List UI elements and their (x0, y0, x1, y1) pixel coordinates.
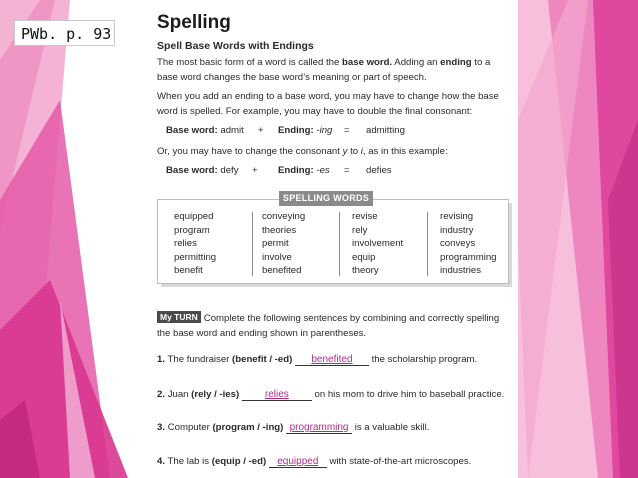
my-turn-instructions (157, 311, 502, 341)
my-turn-badge: My TURN (157, 311, 201, 323)
spelling-word: revise (352, 211, 378, 222)
ex2-base: defy (220, 165, 239, 176)
answer-field[interactable]: relies (242, 389, 312, 401)
question-pre: Computer (167, 422, 213, 433)
p3-text-e: , as in this example: (362, 146, 448, 157)
page-title: Spelling (157, 12, 231, 33)
ex1-result: admitting (366, 125, 405, 136)
spelling-word: equip (352, 251, 376, 263)
spelling-word: programming (440, 251, 497, 263)
spelling-word: involvement (352, 238, 404, 249)
ex1-ending-label: Ending: (278, 125, 314, 136)
intro-paragraph-2: When you add an ending to a base word, you may have to change how the base word is spelled. For example, you may have to double the final consonant: (157, 91, 499, 117)
spelling-word: theories (262, 224, 297, 236)
slide-label: PWb. p. 93 (14, 20, 115, 46)
spelling-word: industry (440, 224, 474, 236)
ex1-base: admit (220, 125, 244, 136)
question-pre: The fundraiser (167, 354, 233, 365)
column-divider (252, 212, 253, 276)
ex1-base-label: Base word: (166, 125, 218, 136)
spelling-word: program (174, 224, 210, 236)
ex2-result: defies (366, 165, 392, 176)
p1-base-word: base word. (342, 57, 393, 68)
spelling-word: benefited (262, 265, 302, 276)
section-subtitle: Spell Base Words with Endings (157, 40, 314, 52)
left-decoration-shapes (0, 0, 130, 478)
intro-paragraph-1 (157, 55, 512, 85)
question-post: on his mom to drive him to baseball practice. (311, 389, 505, 400)
ex2-plus: + (252, 165, 258, 176)
ex2-base-label: Base word: (166, 165, 218, 176)
ex2-ending: -es (316, 165, 330, 176)
p1-text-e: to a base word changes the base word’s meaning or part of speech. (157, 57, 491, 83)
ex1-plus: + (258, 125, 264, 136)
question-1 (157, 354, 477, 366)
question-hint: (equip / -ed) (211, 456, 267, 467)
column-divider (339, 212, 340, 276)
ex1-equals: = (344, 125, 350, 136)
question-post: is a valuable skill. (352, 422, 430, 433)
spelling-word: industries (440, 265, 482, 276)
question-4 (157, 456, 471, 468)
p3-i: i (360, 146, 363, 157)
right-decoration-shapes (508, 0, 638, 478)
spelling-word: rely (352, 224, 368, 236)
answer-field[interactable]: benefited (295, 354, 369, 366)
spelling-word: revising (440, 211, 474, 222)
spelling-word: theory (352, 265, 379, 276)
answer-field[interactable]: programming (286, 422, 352, 434)
question-pre: Juan (167, 389, 192, 400)
my-turn-text: Complete the following sentences by combining and correctly spelling the base word and ending shown in parentheses. (157, 313, 500, 339)
question-hint: (rely / -ies) (191, 389, 240, 400)
spelling-word: equipped (174, 211, 214, 222)
spelling-word: permitting (174, 251, 217, 263)
ex2-ending-label: Ending: (278, 165, 314, 176)
p3-text-c: to (347, 146, 361, 157)
spelling-word: conveying (262, 211, 306, 222)
question-3 (157, 422, 429, 434)
spelling-words-header: SPELLING WORDS (279, 191, 373, 206)
question-post: with state-of-the-art microscopes. (326, 456, 472, 467)
words-column-1 (174, 210, 216, 278)
right-decoration (508, 0, 638, 478)
question-hint: (program / -ing) (212, 422, 284, 433)
p1-text-a: The most basic form of a word is called the (157, 57, 343, 68)
column-divider (427, 212, 428, 276)
intro-paragraph-3 (157, 144, 512, 159)
words-column-4 (440, 210, 497, 278)
spelling-word: permit (262, 238, 289, 249)
question-number: 1. (157, 354, 166, 365)
left-decoration (0, 0, 130, 478)
p1-ending: ending (440, 57, 472, 68)
spelling-word: involve (262, 251, 292, 263)
spelling-word: benefit (174, 265, 203, 276)
p1-text-c: Adding an (392, 57, 441, 68)
spelling-word: conveys (440, 238, 476, 249)
question-number: 2. (157, 389, 166, 400)
question-2 (157, 389, 504, 401)
p3-text-a: Or, you may have to change the consonant (157, 146, 343, 157)
question-number: 3. (157, 422, 166, 433)
question-pre: The lab is (167, 456, 212, 467)
words-column-3 (352, 210, 403, 278)
spelling-word: relies (174, 238, 197, 249)
ex2-equals: = (344, 165, 350, 176)
question-post: the scholarship program. (368, 354, 478, 365)
question-hint: (benefit / -ed) (232, 354, 293, 365)
workbook-page (132, 0, 518, 478)
p3-y: y (342, 146, 348, 157)
words-column-2 (262, 210, 305, 278)
ex1-ending: -ing (316, 125, 333, 136)
question-number: 4. (157, 456, 166, 467)
answer-field[interactable]: equipped (269, 456, 327, 468)
